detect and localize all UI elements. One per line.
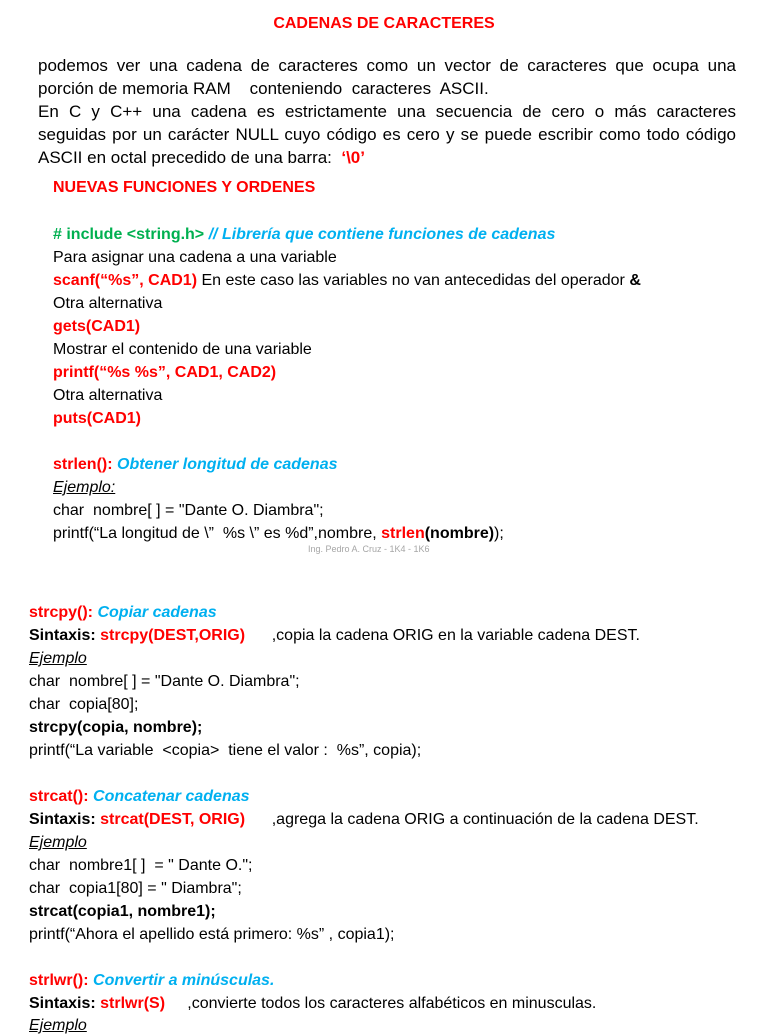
strlwr-syntax-desc: ,convierte todos los caracteres alfabéticos en minusculas.	[165, 995, 597, 1012]
strcpy-name: strcpy():	[29, 604, 94, 621]
strlen-name: strlen():	[53, 456, 113, 473]
strcpy-syntax	[29, 626, 640, 646]
alternative-2: Otra alternativa	[53, 387, 163, 404]
strcat-call: strcat(copia1, nombre1);	[29, 903, 216, 920]
strcpy-code-line-2: char copia[80];	[29, 696, 139, 713]
strlwr-example-label: Ejemplo	[29, 1017, 87, 1034]
strcpy-call: strcpy(copia, nombre);	[29, 719, 203, 736]
page-title: CADENAS DE CARACTERES	[273, 15, 495, 32]
strlen-printf-text: printf(“La longitud de \” %s \” es %d”,nombre,	[53, 525, 382, 542]
intro-line-5	[38, 148, 365, 168]
printf-code: printf(“%s %s”, CAD1, CAD2)	[53, 364, 277, 381]
strcat-example-label: Ejemplo	[29, 834, 87, 851]
puts-code: puts(CAD1)	[53, 410, 141, 427]
intro-line-2: porción de memoria RAM conteniendo caracteres ASCII.	[38, 79, 489, 98]
intro-line-5-text: ASCII en octal precedido de una barra:	[38, 148, 342, 167]
include-line	[53, 225, 555, 245]
footer-author: Ing. Pedro A. Cruz - 1K4 - 1K6	[308, 544, 430, 554]
strlwr-title: Convertir a minúsculas.	[88, 972, 275, 989]
strcpy-syntax-label: Sintaxis:	[29, 627, 101, 644]
strcpy-syntax-code: strcpy(DEST,ORIG)	[100, 627, 246, 644]
strcpy-heading	[29, 603, 217, 623]
strlen-code-line-1: char nombre[ ] = "Dante O. Diambra";	[53, 502, 324, 519]
strcat-heading	[29, 787, 250, 807]
strlwr-heading	[29, 971, 274, 991]
strlwr-name: strlwr():	[29, 972, 89, 989]
strlen-title: Obtener longitud de cadenas	[112, 456, 338, 473]
gets-code: gets(CAD1)	[53, 318, 141, 335]
strcat-syntax-code: strcat(DEST, ORIG)	[100, 811, 246, 828]
strcpy-printf: printf(“La variable <copia> tiene el valor : %s”, copia);	[29, 742, 422, 759]
include-code: # include <string.h>	[53, 226, 205, 243]
strlen-code-line-2	[53, 524, 504, 544]
strlwr-syntax	[29, 994, 596, 1014]
strlwr-syntax-label: Sintaxis:	[29, 995, 101, 1012]
strlen-close: );	[494, 525, 504, 542]
strcat-code-line-2: char copia1[80] = " Diambra";	[29, 880, 242, 897]
strcat-syntax-label: Sintaxis:	[29, 811, 101, 828]
section-heading: NUEVAS FUNCIONES Y ORDENES	[53, 179, 316, 196]
intro-line-3: En C y C++ una cadena es estrictamente una secuencia de cero o más caracteres	[38, 102, 736, 121]
assign-desc: Para asignar una cadena a una variable	[53, 249, 337, 266]
strlwr-syntax-code: strlwr(S)	[100, 995, 166, 1012]
strcat-title: Concatenar cadenas	[88, 788, 250, 805]
strlen-heading	[53, 455, 337, 475]
null-char: ‘\0’	[341, 148, 365, 167]
show-desc: Mostrar el contenido de una variable	[53, 341, 312, 358]
strlen-example-label: Ejemplo:	[53, 479, 116, 496]
strcpy-title: Copiar cadenas	[93, 604, 217, 621]
strcat-printf: printf(“Ahora el apellido está primero: %s” , copia1);	[29, 926, 395, 943]
intro-line-4: seguidas por un carácter NULL cuyo código es cero y se puede escribir como todo código	[38, 125, 736, 144]
strcat-syntax	[29, 810, 699, 830]
strcpy-code-line-1: char nombre[ ] = "Dante O. Diambra";	[29, 673, 300, 690]
alternative-1: Otra alternativa	[53, 295, 163, 312]
scanf-line	[53, 271, 641, 291]
strlen-call: strlen	[381, 525, 425, 542]
strcat-code-line-1: char nombre1[ ] = " Dante O.";	[29, 857, 253, 874]
scanf-code: scanf(“%s”, CAD1)	[53, 272, 198, 289]
scanf-desc: En este caso las variables no van antecedidas del operador	[197, 272, 630, 289]
include-comment: // Librería que contiene funciones de cadenas	[204, 226, 556, 243]
ampersand: &	[629, 272, 641, 289]
strcat-syntax-desc: ,agrega la cadena ORIG a continuación de la cadena DEST.	[245, 811, 699, 828]
strcpy-syntax-desc: ,copia la cadena ORIG en la variable cadena DEST.	[245, 627, 640, 644]
strcpy-example-label: Ejemplo	[29, 650, 87, 667]
strlen-arg: (nombre)	[424, 525, 495, 542]
intro-line-1: podemos ver una cadena de caracteres como un vector de caracteres que ocupa una	[38, 56, 736, 75]
strcat-name: strcat():	[29, 788, 89, 805]
